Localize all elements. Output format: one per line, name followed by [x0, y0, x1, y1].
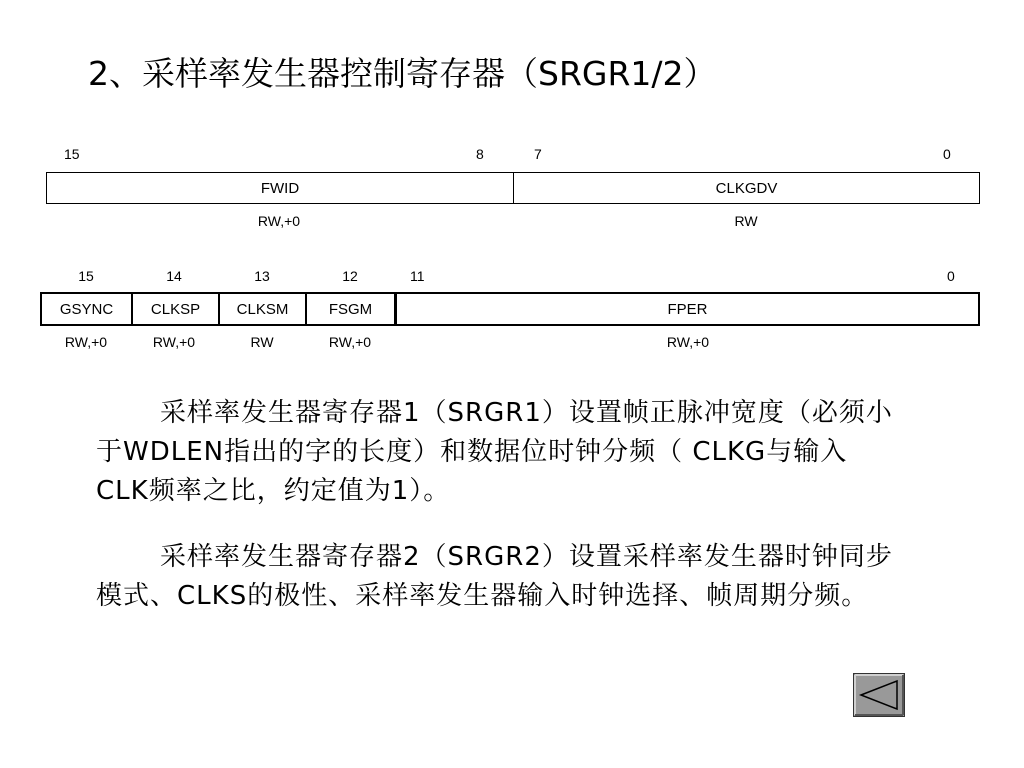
- srgr1-bit-7: 7: [534, 146, 542, 162]
- paragraph-srgr1: 采样率发生器寄存器1（SRGR1）设置帧正脉冲宽度（必须小于WDLEN指出的字的长度）和数据位时钟分频（ CLKG与输入CLK频率之比，约定值为1）。: [96, 398, 893, 506]
- slide-title: 2、采样率发生器控制寄存器（SRGR1/2）: [88, 54, 717, 93]
- srgr2-field-fsgm: FSGM: [307, 294, 397, 324]
- srgr2-bit-11: 11: [410, 268, 425, 284]
- srgr2-bit-15: 15: [78, 268, 94, 284]
- srgr1-field-fwid: FWID: [47, 173, 514, 203]
- triangle-left-icon: [854, 674, 904, 716]
- srgr2-field-clksm: CLKSM: [220, 294, 307, 324]
- srgr2-bit-14: 14: [166, 268, 182, 284]
- srgr2-access-fsgm: RW,+0: [328, 334, 372, 350]
- srgr2-bit-12: 12: [342, 268, 358, 284]
- srgr1-bit-8: 8: [476, 146, 484, 162]
- srgr2-register-box: [40, 292, 980, 326]
- srgr1-bit-0: 0: [943, 146, 951, 162]
- srgr1-bit-15: 15: [64, 146, 80, 162]
- description-srgr1: [96, 394, 896, 511]
- srgr2-access-fper: RW,+0: [666, 334, 710, 350]
- srgr2-access-clksp: RW,+0: [152, 334, 196, 350]
- srgr2-bit-0: 0: [947, 268, 955, 284]
- srgr2-field-gsync: GSYNC: [42, 294, 133, 324]
- srgr2-field-clksp: CLKSP: [133, 294, 220, 324]
- description-srgr2: [96, 538, 896, 616]
- srgr1-register-box: [46, 172, 980, 204]
- srgr2-access-gsync: RW,+0: [64, 334, 108, 350]
- srgr2-field-fper: FPER: [667, 300, 708, 318]
- paragraph-srgr2: 采样率发生器寄存器2（SRGR2）设置采样率发生器时钟同步模式、CLKS的极性、采样率发生器输入时钟选择、帧周期分频。: [96, 542, 893, 611]
- srgr2-bit-13: 13: [254, 268, 270, 284]
- srgr2-access-clksm: RW: [250, 334, 274, 350]
- srgr1-field-clkgdv: CLKGDV: [715, 179, 778, 197]
- srgr1-access-fwid: RW,+0: [257, 213, 301, 229]
- back-button[interactable]: [853, 673, 905, 717]
- srgr1-access-clkgdv: RW: [734, 213, 758, 229]
